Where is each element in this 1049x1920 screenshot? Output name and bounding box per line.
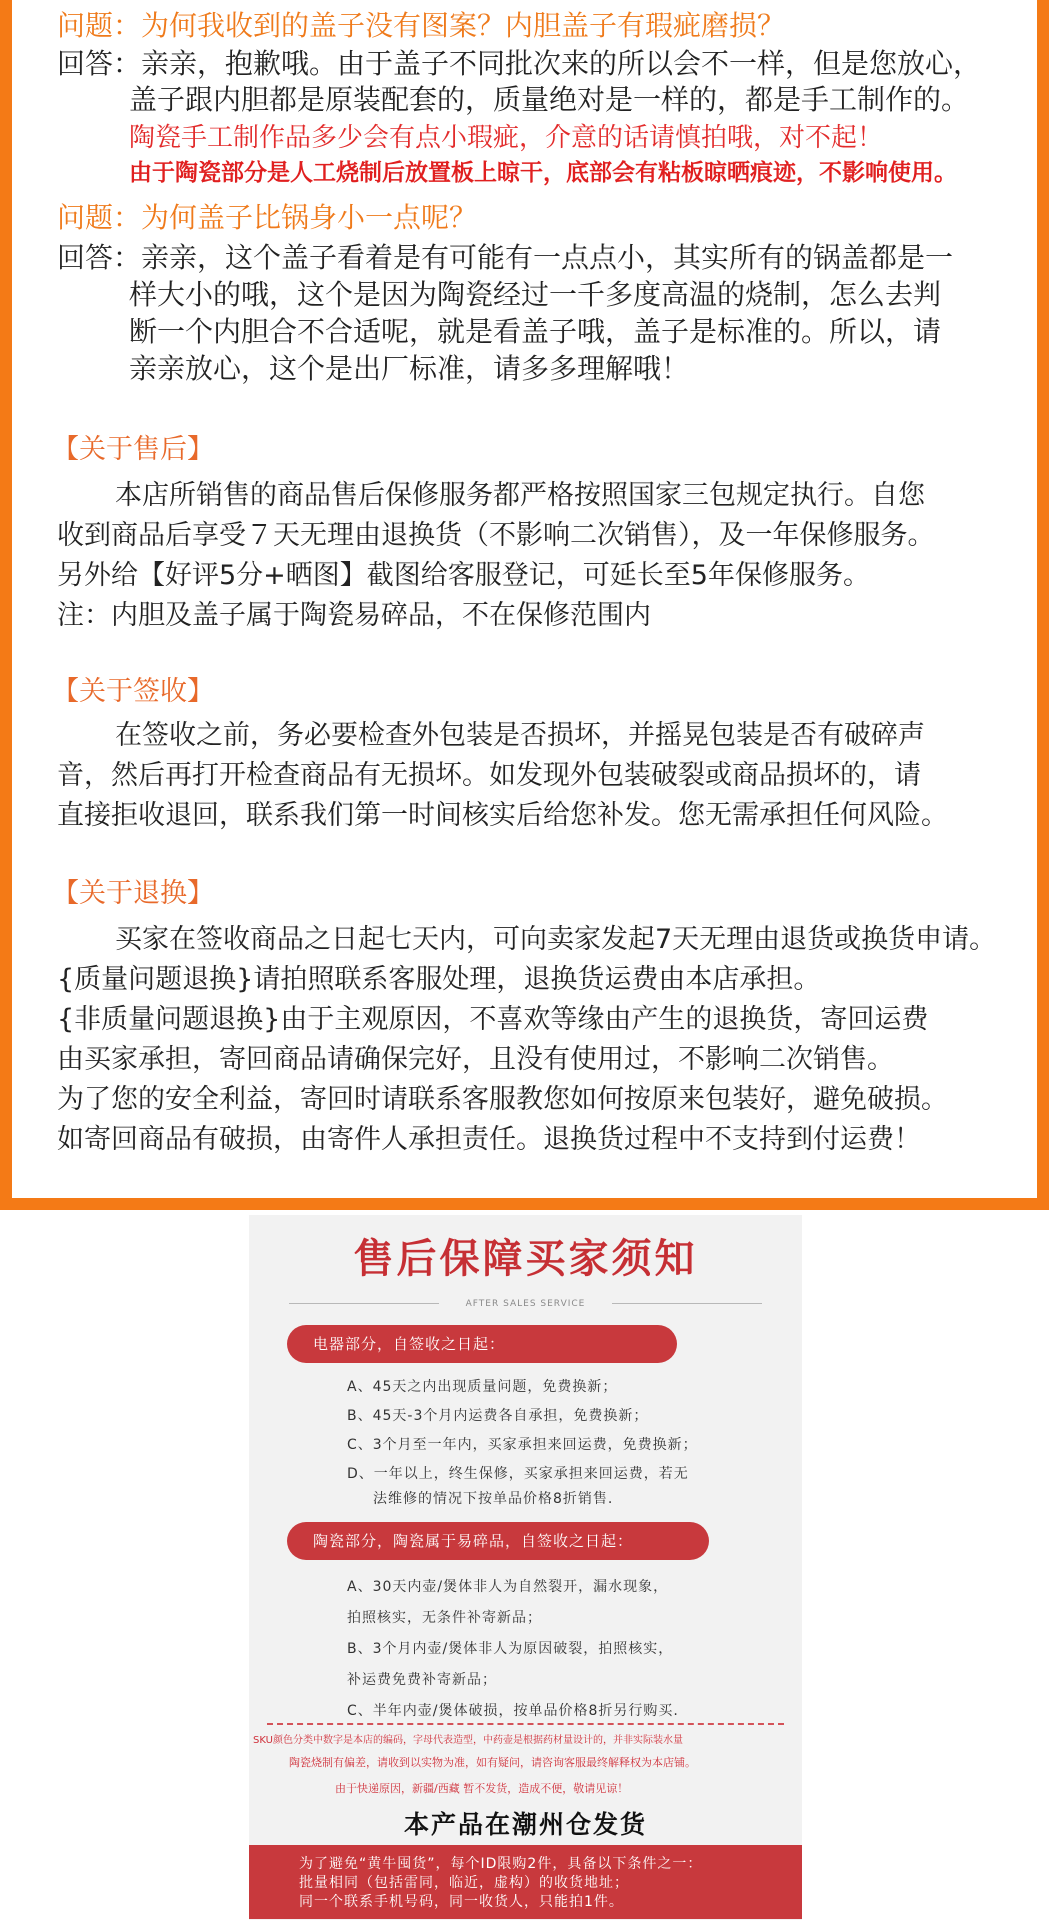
sign-line: 音，然后再打开检查商品有无损坏。如发现外包装破裂或商品损坏的，请: [57, 760, 921, 791]
ceramic-item: C、半年内壶/煲体破损，按单品价格8折另行购买.: [347, 1703, 679, 1719]
question-1: 问题：为何我收到的盖子没有图案？内胆盖子有瑕疵磨损？: [57, 9, 786, 42]
ceramic-section-pill: 陶瓷部分，陶瓷属于易碎品，自签收之日起：: [287, 1522, 709, 1560]
purchase-limit-line: 批量相同（包括雷同，临近，虚构）的收货地址；: [299, 1875, 629, 1891]
answer-1-warning-bold: 由于陶瓷部分是人工烧制后放置板上晾干，底部会有粘板晾晒痕迹，不影响使用。: [129, 160, 957, 186]
electric-item: A、45天之内出现质量问题，免费换新；: [347, 1379, 618, 1395]
answer-2-line: 亲亲放心，这个是出厂标准，请多多理解哦！: [129, 352, 690, 385]
sku-note: SKU颜色分类中数字是本店的编码，字母代表造型，中药壶是根据药材量设计的，并非实际装水量: [253, 1735, 683, 1746]
purchase-limit-box: [249, 1845, 802, 1919]
answer-1-line: 盖子跟内胆都是原装配套的，质量绝对是一样的，都是手工制作的。: [129, 83, 970, 116]
ceramic-item: 补运费免费补寄新品；: [347, 1672, 497, 1688]
ceramic-item: 拍照核实，无条件补寄新品；: [347, 1610, 542, 1626]
notice-subtitle: AFTER SALES SERVICE: [465, 1299, 586, 1309]
answer-1-line: 回答：亲亲，抱歉哦。由于盖子不同批次来的所以会不一样，但是您放心，: [57, 47, 982, 80]
ceramic-item: A、30天内壶/煲体非人为自然裂开，漏水现象，: [347, 1579, 669, 1595]
purchase-limit-line: 为了避免“黄牛囤货”，每个ID限购2件，具备以下条件之一：: [299, 1856, 703, 1872]
exchange-line: {非质量问题退换}由于主观原因，不喜欢等缘由产生的退换货，寄回运费: [57, 1004, 929, 1035]
exchange-line: {质量问题退换}请拍照联系客服处理，退换货运费由本店承担。: [57, 964, 821, 995]
after-sales-notice-card: [249, 1215, 802, 1920]
shipping-restriction-note: 由于快递原因，新疆/西藏 暂不发货，造成不便，敬请见谅！: [335, 1782, 629, 1795]
ceramic-deviation-note: 陶瓷烧制有偏差，请收到以实物为准，如有疑问，请咨询客服最终解释权为本店铺。: [289, 1756, 696, 1769]
answer-2-line: 断一个内胆合不合适呢，就是看盖子哦，盖子是标准的。所以，请: [129, 315, 942, 348]
sign-line: 直接拒收退回，联系我们第一时间核实后给您补发。您无需承担任何风险。: [57, 800, 948, 831]
after-sales-line: 本店所销售的商品售后保修服务都严格按照国家三包规定执行。自您: [115, 480, 925, 511]
after-sales-line: 注：内胆及盖子属于陶瓷易碎品，不在保修范围内: [57, 600, 651, 631]
dashed-divider: [267, 1723, 784, 1725]
notice-title: 售后保障买家须知: [353, 1235, 698, 1282]
electric-item: D、一年以上，终生保修，买家承担来回运费，若无: [347, 1466, 689, 1482]
shipping-warehouse: 本产品在潮州仓发货: [403, 1810, 647, 1839]
after-sales-title: 【关于售后】: [52, 434, 214, 465]
electric-item: 法维修的情况下按单品价格8折销售.: [373, 1491, 614, 1507]
question-2: 问题：为何盖子比锅身小一点呢？: [57, 201, 478, 234]
electric-item: B、45天-3个月内运费各自承担，免费换新；: [347, 1408, 649, 1424]
electric-section-pill: 电器部分，自签收之日起：: [287, 1325, 677, 1363]
exchange-title: 【关于退换】: [52, 878, 214, 909]
ceramic-item: B、3个月内壶/煲体非人为原因破裂，拍照核实，: [347, 1641, 674, 1657]
exchange-line: 买家在签收商品之日起七天内，可向卖家发起7天无理由退货或换货申请。: [115, 924, 997, 955]
after-sales-line: 另外给【好评5分+晒图】截图给客服登记，可延长至5年保修服务。: [57, 560, 870, 591]
electric-item: C、3个月至一年内，买家承担来回运费，免费换新；: [347, 1437, 698, 1453]
answer-2-line: 样大小的哦，这个是因为陶瓷经过一千多度高温的烧制，怎么去判: [129, 278, 942, 311]
exchange-line: 如寄回商品有破损，由寄件人承担责任。退换货过程中不支持到付运费！: [57, 1124, 921, 1155]
sign-title: 【关于签收】: [52, 676, 214, 707]
purchase-limit-line: 同一个联系手机号码，同一收货人，只能拍1件。: [299, 1894, 624, 1910]
exchange-line: 由买家承担，寄回商品请确保完好，且没有使用过，不影响二次销售。: [57, 1044, 894, 1075]
faq-panel: [12, 0, 1037, 1198]
exchange-line: 为了您的安全利益，寄回时请联系客服教您如何按原来包装好，避免破损。: [57, 1084, 948, 1115]
answer-1-warning: 陶瓷手工制作品多少会有点小瑕疵，介意的话请慎拍哦，对不起！: [129, 123, 884, 153]
sign-line: 在签收之前，务必要检查外包装是否损坏，并摇晃包装是否有破碎声: [115, 720, 925, 751]
after-sales-line: 收到商品后享受７天无理由退换货（不影响二次销售），及一年保修服务。: [57, 520, 935, 551]
answer-2-line: 回答：亲亲，这个盖子看着是有可能有一点点小，其实所有的锅盖都是一: [57, 241, 954, 274]
